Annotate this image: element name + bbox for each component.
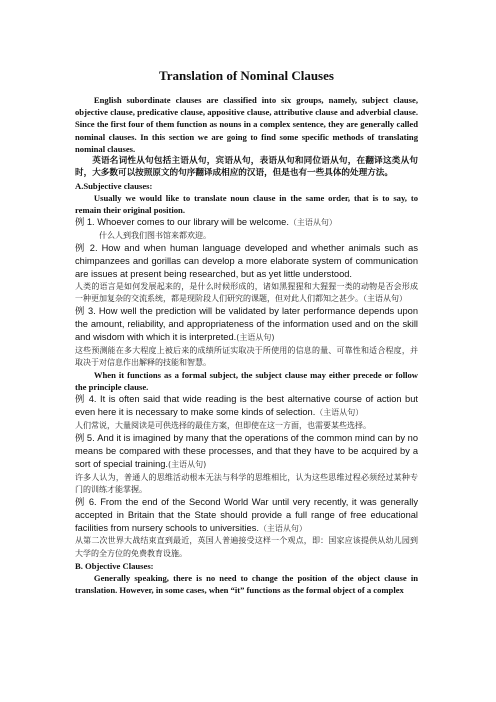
example-3-translation: 这些预测能在多大程度上被后来的成绩所证实取决于所使用的信息的量、可靠性和适合程度，并取决于对信息作出解释的技能和智慧。 [75,345,418,367]
example-4-tag: （主语从句） [315,408,364,418]
example-4-translation: 人们常说，大量阅读是可供选择的最佳方案，但即使在这一方面，也需要某些选择。 [75,421,371,431]
section-a-intro: Usually we would like to translate noun clause in the same order, that is to say, to remain their original position. [75,193,418,216]
example-2: 例 2. How and when human language developed and whether animals such as chimpanzees and gorillas can develop a more elaborate system of communication are issues at present being researched, but as yet little understood. [75,243,418,280]
example-5 [75,432,418,471]
example-3-tag: (主语从句) [236,332,275,342]
example-1-tag: （主语从句） [288,218,337,228]
example-6 [75,496,418,535]
example-4-text: 例 4. It is often said that wide reading is the best alternative course of action but even here it is necessary to make some kinds of selection. [75,394,418,418]
example-3 [75,305,418,344]
example-1 [75,216,418,230]
intro-paragraph-zh: 英语名词性从句包括主语从句，宾语从句，表语从句和同位语从句，在翻译这类从句时，大多数可以按照原文的句序翻译成相应的汉语，但是也有一些具体的处理方法。 [75,156,418,179]
example-5-text: 例 5. And it is imagined by many that the operations of the common mind can by no means be compared with these processes, and that they have to be acquired by a sort of special training. [75,433,418,469]
example-1-translation: 什么人到我们图书馆来都欢迎。 [99,231,211,241]
section-b-heading: B. Objective Clauses: [75,560,154,571]
example-2-translation: 人类的语言是如何发展起来的，是什么时候形成的，诸如黑猩猩和大猩猩一类的动物是否会形成一种更加复杂的交流系统，都是现阶段人们研究的课题，但对此人们都知之甚少。（主语从句） [75,281,418,304]
example-4 [75,393,418,420]
example-3-text: 例 3. How well the prediction will be validated by later performance depends upon the amount, reliability, and appropriateness of the information used and on the skill and wisdom with which it is interpreted. [75,306,418,342]
example-6-text: 例 6. From the end of the Second World War until very recently, it was generally accepted in Britain that the State should provide a full range of free educational facilities from nursery schools to universities. [75,497,418,533]
example-5-translation: 许多人认为，普通人的思维活动根本无法与科学的思维相比，认为这些思维过程必须经过某种专门的训练才能掌握。 [75,472,418,494]
page-title: Translation of Nominal Clauses [159,68,334,83]
example-6-translation: 从第二次世界大战结束直到最近，英国人普遍接受这样一个观点，即：国家应该提供从幼儿园到大学的全方位的免费教育设施。 [75,536,418,558]
example-5-tag: (主语从句) [168,459,207,469]
intro-paragraph-en: English subordinate clauses are classified into six groups, namely, subject clause, objective clause, predicative clause, appositive clause, attributive clause and adverbial clause. Since the first four of them function as nouns in a complex sentence, they are generally called nominal clauses. In this section we are going to find some specific methods of translating nominal clauses. [75,95,418,154]
section-b-intro: Generally speaking, there is no need to change the position of the object clause in translation. However, in some cases, when “it” functions as the formal object of a complex [75,573,418,596]
example-6-tag: （主语从句） [258,523,307,533]
section-a-note: When it functions as a formal subject, the subject clause may either precede or follow the principle clause. [75,370,418,393]
section-a-heading: A.Subjective clauses: [75,180,153,191]
example-1-text: 例 1. Whoever comes to our library will be welcome. [75,217,289,228]
